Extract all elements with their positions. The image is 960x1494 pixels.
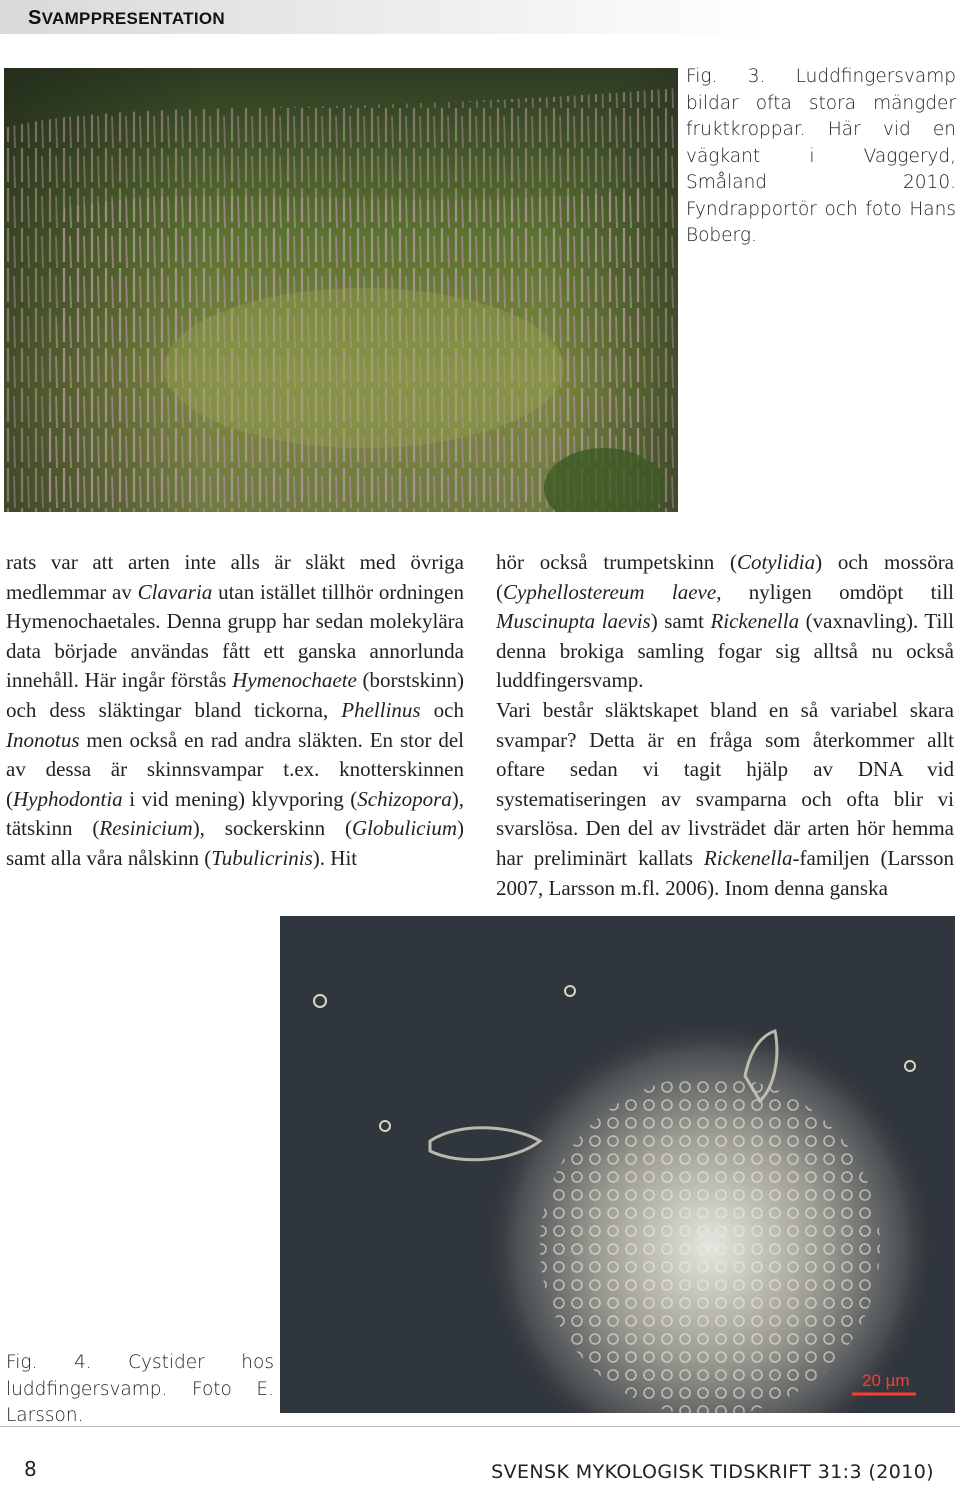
left-paragraph: rats var att arten inte alls är släkt med övriga medlemmar av Clavaria utan istället tillhör ordningen Hymenochaetales. Denna grupp har sedan molekylära data började användas fått ett ganska annorlunda innehåll. Här ingår förstås Hymenochaete (borstskinn) och dess släktingar bland tickorna, Phellinus och Inonotus men också en rad andra släkten. En stor del av dessa är skinnsvampar t.ex. knotterskinnen (Hyphodontia i vid mening) klyvporing (Schizopora), tätskinn (Resinicium), sockerskinn (Globulicium) samt alla våra nålskinn (Tubulicrinis). Hit bbox=[6, 550, 464, 870]
footer-divider bbox=[0, 1426, 960, 1427]
page-number: 8 bbox=[24, 1457, 37, 1481]
body-text-right-column bbox=[496, 548, 954, 903]
figure-3-photo bbox=[4, 68, 678, 512]
right-paragraph-1: hör också trumpetskinn (Cotylidia) och mossöra (Cyphellostereum laeve, nyligen omdöpt till Muscinupta laevis) samt Rickenella (vaxnavling). Till denna brokiga samling fogar sig alltså nu också luddfingersvamp. bbox=[496, 550, 955, 693]
figure-4-micrograph bbox=[280, 916, 955, 1413]
figure-3-caption: Fig. 3. Luddfingersvamp bildar ofta stora mängder fruktkroppar. Här vid en vägkant i Vaggeryd, Småland 2010. Fyndrapportör och foto Hans Boberg. bbox=[686, 66, 956, 246]
scale-bar-label: 20 µm bbox=[862, 1371, 910, 1390]
body-text-left-column bbox=[6, 548, 464, 874]
section-title: SVAMPPRESENTATION bbox=[28, 7, 225, 29]
figure-4-caption: Fig. 4. Cystider hos luddfingersvamp. Foto E. Larsson. bbox=[6, 1352, 274, 1426]
right-paragraph-2: Vari består släktskapet bland en så variabel skara svampar? Detta är en fråga som återkommer allt oftare sedan vi tagit hjälp av DNA vid systematiseringen av svamparna och ofta blir vi svarslösa. Den del av livsträdet där arten hör hemma har preliminärt kallats Rickenella-familjen (Larsson 2007, Larsson m.fl. 2006). Inom denna ganska bbox=[496, 697, 954, 900]
journal-name: SVENSK MYKOLOGISK TIDSKRIFT 31:3 (2010) bbox=[491, 1461, 934, 1483]
